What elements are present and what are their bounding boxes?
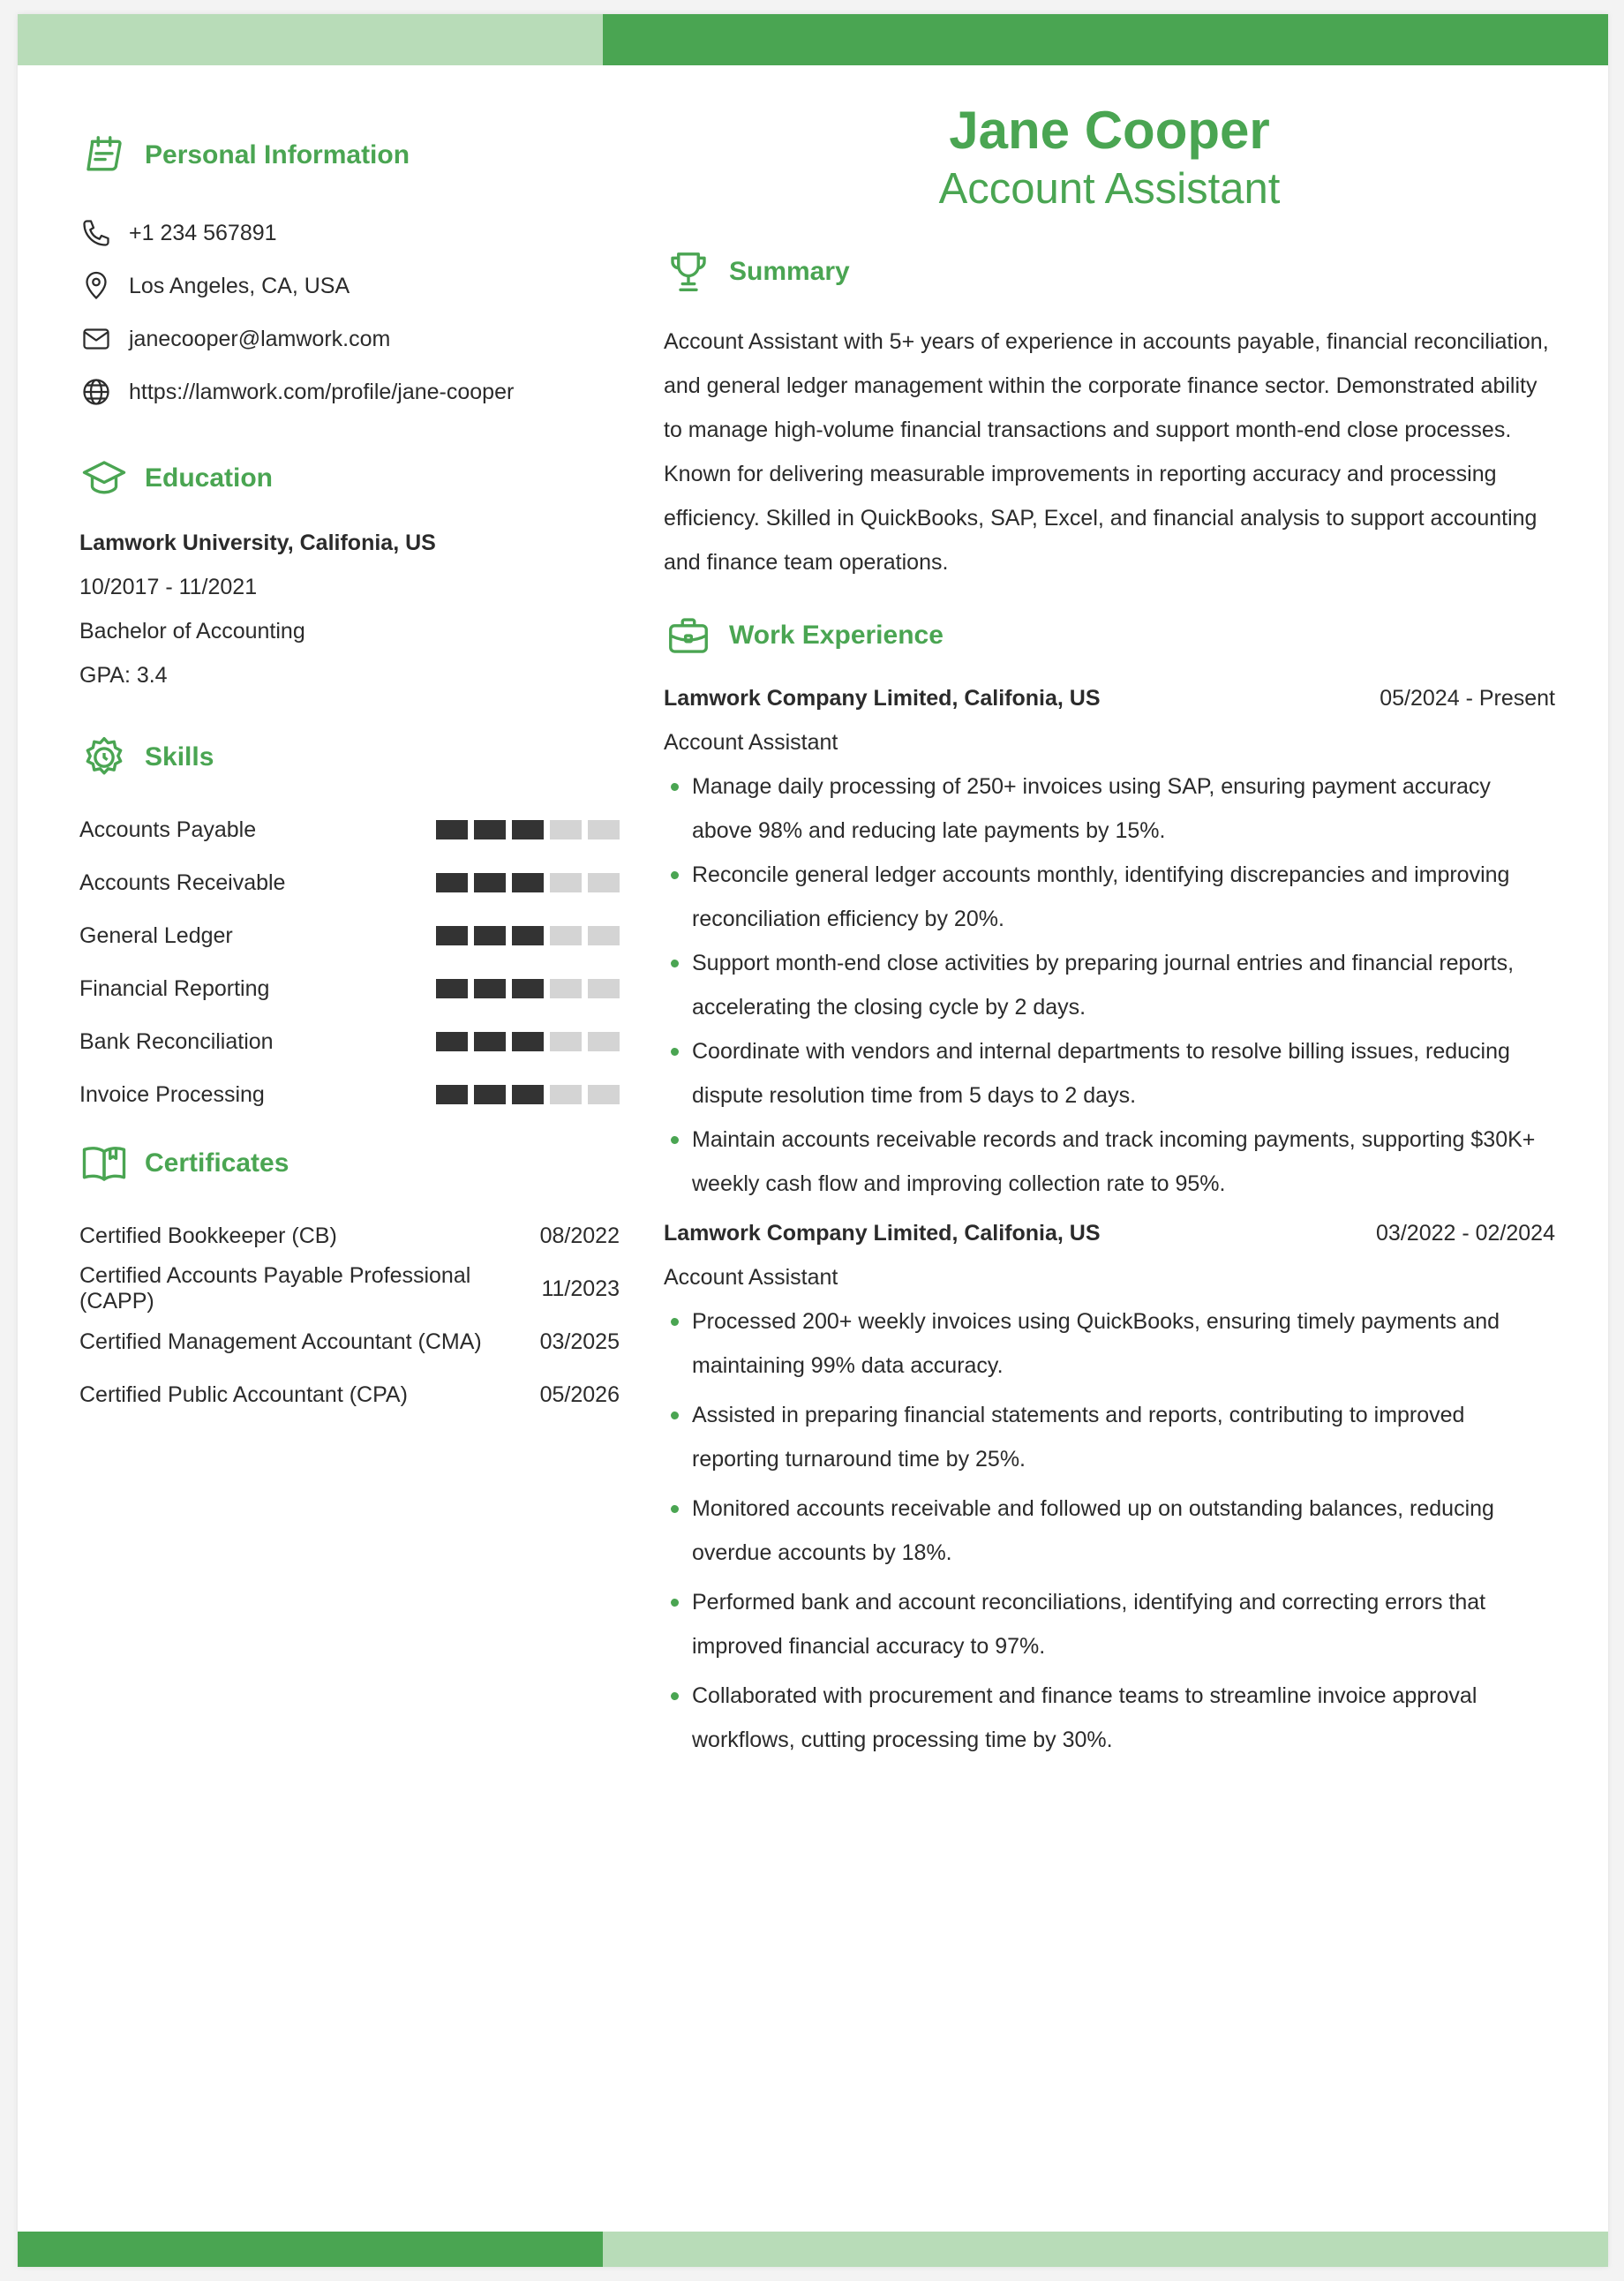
degree: Bachelor of Accounting (79, 619, 305, 644)
skill-level-bars (436, 1085, 620, 1104)
certificate-name: Certified Bookkeeper (CB) (79, 1223, 337, 1248)
skill-level-segment (588, 873, 620, 892)
skill-row (79, 803, 620, 856)
skills-list (79, 803, 620, 1121)
right-column (664, 99, 1555, 1767)
job-bullet: Coordinate with vendors and internal departments to resolve billing issues, reducing dispute resolution time from 5 days to 2 days. (664, 1029, 1555, 1118)
top-band-dark (603, 14, 1608, 65)
phone-text[interactable]: +1 234 567891 (129, 220, 277, 245)
skill-name: Accounts Receivable (79, 869, 286, 895)
certificate-date: 08/2022 (539, 1223, 620, 1248)
skill-name: General Ledger (79, 922, 233, 948)
candidate-name: Jane Cooper (949, 101, 1270, 160)
skill-level-segment (436, 873, 468, 892)
skill-level-segment (512, 926, 544, 945)
contact-list (79, 207, 620, 418)
skill-name: Bank Reconciliation (79, 1028, 274, 1054)
job-entry (664, 1211, 1555, 1762)
contact-location (79, 260, 620, 312)
education-header (79, 452, 620, 505)
skill-level-segment (588, 979, 620, 998)
skills-title: Skills (145, 742, 214, 772)
job-dates: 03/2022 - 02/2024 (1376, 1220, 1555, 1246)
work-experience-header (664, 609, 1555, 662)
gear-clock-icon (79, 733, 129, 782)
location-text: Los Angeles, CA, USA (129, 273, 350, 298)
skill-level-segment (436, 1032, 468, 1051)
resume-page (18, 14, 1608, 2267)
skill-level-segment (512, 1085, 544, 1104)
skill-row (79, 1015, 620, 1068)
left-column (79, 129, 620, 1421)
skill-level-segment (550, 1085, 582, 1104)
contact-website (79, 365, 620, 418)
skill-level-segment (474, 979, 506, 998)
personal-info-title: Personal Information (145, 140, 410, 169)
skill-level-segment (588, 1085, 620, 1104)
skill-level-segment (436, 926, 468, 945)
top-band-light (18, 14, 603, 65)
job-bullet: Collaborated with procurement and finance teams to streamline invoice approval workflows, cutting processing time by 30%. (664, 1674, 1555, 1762)
certificate-row (79, 1262, 620, 1315)
globe-icon (79, 375, 113, 409)
summary-title: Summary (729, 257, 850, 286)
graduation-cap-icon (79, 454, 129, 503)
skill-row (79, 856, 620, 909)
job-bullet: Maintain accounts receivable records and track incoming payments, supporting $30K+ weekly cash flow and improving collection rate to 95%. (664, 1118, 1555, 1206)
school-name: Lamwork University, Califonia, US (79, 531, 436, 555)
skill-level-segment (550, 979, 582, 998)
job-header (664, 1211, 1555, 1255)
skill-level-segment (474, 820, 506, 839)
skill-level-segment (474, 1032, 506, 1051)
summary-header (664, 245, 1555, 298)
education-title: Education (145, 463, 274, 493)
certificates-title: Certificates (145, 1148, 289, 1178)
mail-icon (79, 322, 113, 356)
summary-text: Account Assistant with 5+ years of experience in accounts payable, financial reconciliation, and general ledger management within the corporate finance sector. Demonstrated ability to manage high-volume financial transactions and support month-end close processes. Known for delivering measurable improvements in reporting accuracy and processing efficiency. Skilled in QuickBooks, SAP, Excel, and financial analysis to support accounting and finance team operations. (664, 329, 1549, 575)
job-company: Lamwork Company Limited, Califonia, US (664, 685, 1101, 711)
skill-level-bars (436, 1032, 620, 1051)
skill-level-segment (512, 979, 544, 998)
skill-level-segment (550, 1032, 582, 1051)
website-link[interactable]: https://lamwork.com/profile/jane-cooper (129, 379, 515, 404)
gpa: GPA: 3.4 (79, 663, 168, 688)
job-header (664, 676, 1555, 720)
skill-level-bars (436, 873, 620, 892)
certificate-row (79, 1209, 620, 1262)
skill-level-segment (512, 820, 544, 839)
certificate-name: Certified Accounts Payable Professional (CAPP) (79, 1263, 471, 1314)
jobs-list (664, 676, 1555, 1762)
job-bullets (664, 1299, 1555, 1762)
skills-header (79, 731, 620, 784)
skill-level-bars (436, 820, 620, 839)
skill-level-segment (512, 873, 544, 892)
skill-level-segment (550, 926, 582, 945)
certificate-row (79, 1368, 620, 1421)
job-role: Account Assistant (664, 730, 838, 755)
skill-row (79, 1068, 620, 1121)
bottom-band-dark (18, 2232, 603, 2267)
skill-level-bars (436, 926, 620, 945)
job-dates: 05/2024 - Present (1380, 685, 1555, 711)
skill-name: Financial Reporting (79, 975, 270, 1001)
certificate-name: Certified Public Accountant (CPA) (79, 1381, 408, 1407)
contact-email (79, 312, 620, 365)
certificate-name: Certified Management Accountant (CMA) (79, 1329, 482, 1354)
certificate-date: 03/2025 (539, 1329, 620, 1354)
personal-info-header (79, 129, 620, 182)
skill-level-segment (588, 1032, 620, 1051)
skill-level-segment (512, 1032, 544, 1051)
skill-level-segment (550, 820, 582, 839)
bottom-band-light (603, 2232, 1608, 2267)
certificates-header (79, 1137, 620, 1190)
job-bullet: Support month-end close activities by preparing journal entries and financial reports, accelerating the closing cycle by 2 days. (664, 941, 1555, 1029)
job-bullet: Monitored accounts receivable and followed up on outstanding balances, reducing overdue accounts by 18%. (664, 1487, 1555, 1575)
skill-row (79, 909, 620, 962)
certificates-list (79, 1209, 620, 1421)
education-dates: 10/2017 - 11/2021 (79, 575, 258, 599)
job-bullet: Assisted in preparing financial statements and reports, contributing to improved reporting turnaround time by 25%. (664, 1393, 1555, 1481)
phone-icon (79, 216, 113, 250)
skill-level-segment (588, 820, 620, 839)
skill-level-segment (436, 979, 468, 998)
skill-level-segment (474, 926, 506, 945)
job-entry (664, 676, 1555, 1206)
trophy-icon (664, 247, 713, 297)
skill-level-segment (474, 873, 506, 892)
skill-name: Invoice Processing (79, 1081, 265, 1107)
briefcase-icon (664, 611, 713, 660)
certificate-date: 11/2023 (541, 1276, 620, 1301)
skill-level-segment (474, 1085, 506, 1104)
certificate-row (79, 1315, 620, 1368)
job-bullet: Reconcile general ledger accounts monthly, identifying discrepancies and improving reconciliation efficiency by 20%. (664, 853, 1555, 941)
contact-phone (79, 207, 620, 260)
candidate-role: Account Assistant (938, 165, 1281, 213)
skill-level-segment (550, 873, 582, 892)
skill-level-segment (436, 1085, 468, 1104)
job-company: Lamwork Company Limited, Califonia, US (664, 1220, 1101, 1246)
location-pin-icon (79, 269, 113, 303)
job-bullet: Manage daily processing of 250+ invoices using SAP, ensuring payment accuracy above 98% and reducing late payments by 15%. (664, 764, 1555, 853)
work-experience-title: Work Experience (729, 621, 944, 650)
open-book-icon (79, 1139, 129, 1188)
certificate-date: 05/2026 (539, 1381, 620, 1407)
skill-row (79, 962, 620, 1015)
job-bullet: Processed 200+ weekly invoices using QuickBooks, ensuring timely payments and maintaining 99% data accuracy. (664, 1299, 1555, 1388)
education-entry (79, 521, 620, 697)
email-text[interactable]: janecooper@lamwork.com (129, 326, 391, 351)
skill-name: Accounts Payable (79, 817, 257, 842)
job-role: Account Assistant (664, 1265, 838, 1290)
calendar-note-icon (79, 131, 129, 180)
job-bullet: Performed bank and account reconciliations, identifying and correcting errors that improved financial accuracy to 97%. (664, 1580, 1555, 1668)
skill-level-segment (436, 820, 468, 839)
skill-level-segment (588, 926, 620, 945)
job-bullets (664, 764, 1555, 1206)
skill-level-bars (436, 979, 620, 998)
